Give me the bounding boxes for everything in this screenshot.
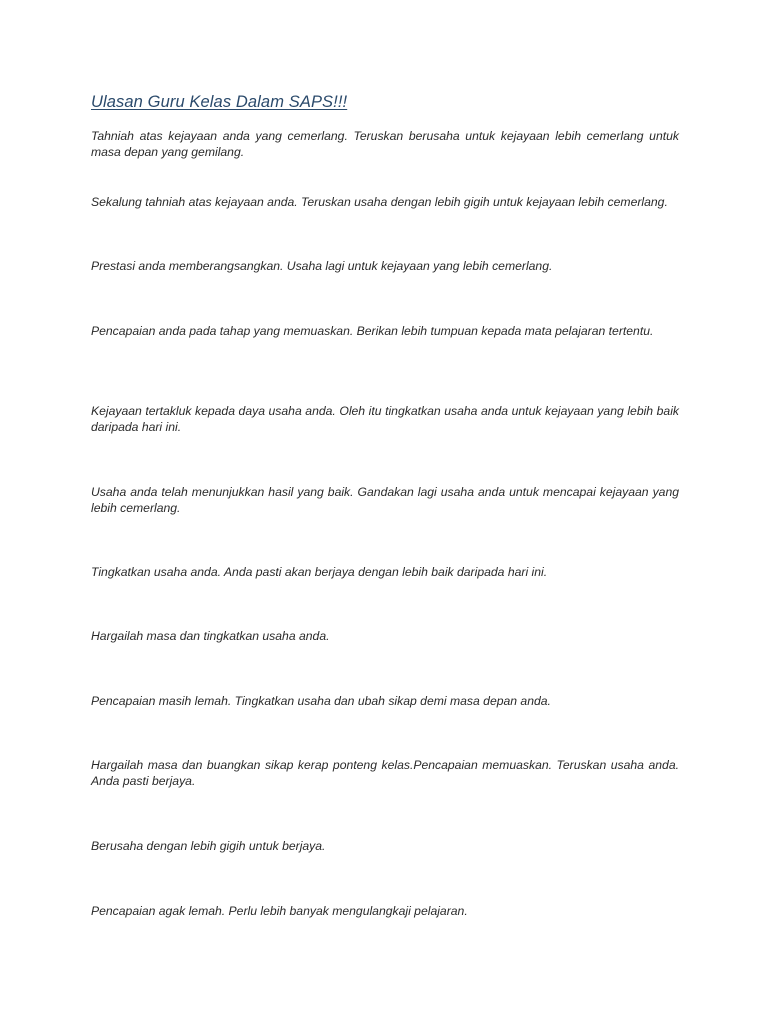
comment-3: Prestasi anda memberangsangkan. Usaha lagi untuk kejayaan yang lebih cemerlang. — [91, 259, 553, 273]
comment-9: Pencapaian masih lemah. Tingkatkan usaha dan ubah sikap demi masa depan anda. — [91, 694, 551, 708]
comment-10: Hargailah masa dan buangkan sikap kerap ponteng kelas.Pencapaian memuaskan. Teruskan usaha anda. Anda pasti berjaya. — [91, 758, 679, 788]
comment-8: Hargailah masa dan tingkatkan usaha anda. — [91, 629, 330, 643]
comment-12: Pencapaian agak lemah. Perlu lebih banyak mengulangkaji pelajaran. — [91, 904, 468, 918]
comment-2: Sekalung tahniah atas kejayaan anda. Teruskan usaha dengan lebih gigih untuk kejayaan lebih cemerlang. — [91, 195, 668, 209]
comment-11: Berusaha dengan lebih gigih untuk berjaya. — [91, 839, 326, 853]
document-title: Ulasan Guru Kelas Dalam SAPS!!! — [91, 93, 348, 111]
comment-7: Tingkatkan usaha anda. Anda pasti akan berjaya dengan lebih baik daripada hari ini. — [91, 565, 548, 579]
comment-5: Kejayaan tertakluk kepada daya usaha anda. Oleh itu tingkatkan usaha anda untuk kejayaan yang lebih baik daripada hari ini. — [91, 404, 679, 434]
comment-1: Tahniah atas kejayaan anda yang cemerlang. Teruskan berusaha untuk kejayaan lebih cemerlang untuk masa depan yang gemilang. — [91, 129, 679, 159]
comment-4: Pencapaian anda pada tahap yang memuaskan. Berikan lebih tumpuan kepada mata pelajaran tertentu. — [91, 324, 654, 338]
comment-6: Usaha anda telah menunjukkan hasil yang baik. Gandakan lagi usaha anda untuk mencapai kejayaan yang lebih cemerlang. — [91, 485, 679, 515]
